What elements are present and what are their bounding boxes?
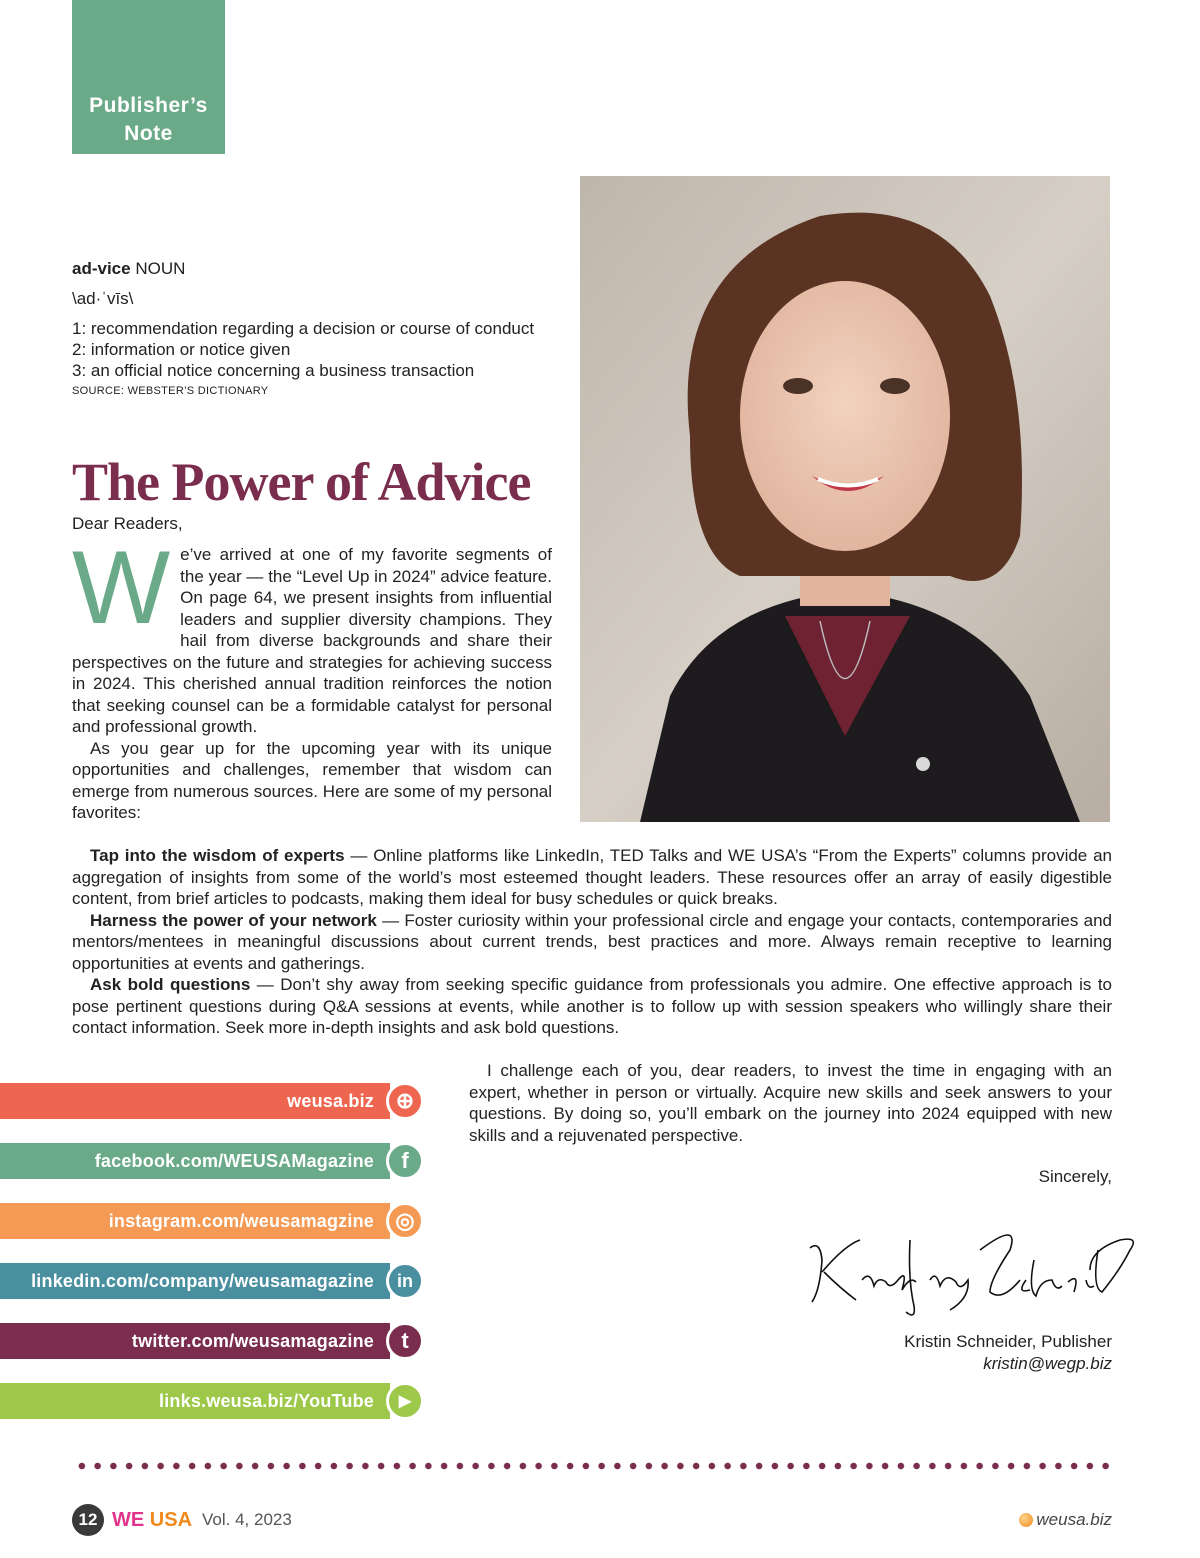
linkedin-icon[interactable]: in	[386, 1262, 424, 1300]
signer-email[interactable]: kristin@wegp.biz	[983, 1354, 1112, 1373]
page-number: 12	[72, 1504, 104, 1536]
article-intro	[72, 530, 552, 824]
paragraph-1	[72, 530, 552, 738]
social-link-label: instagram.com/weusamagzine	[108, 1210, 374, 1231]
definition-sense: 3: an official notice concerning a business transaction	[72, 361, 475, 380]
section-tag-line2: Note	[124, 122, 173, 145]
social-link-twitter[interactable]	[0, 1323, 390, 1359]
paragraph-1-text: e’ve arrived at one of my favorite segments of the year — the “Level Up in 2024” advice feature. On page 64, we present insights from influential leaders and supplier diversity champions. They hail from diverse backgrounds and share their perspectives on the future and strategies for achieving success in 2024. This cherished annual tradition reinforces the notion that seeking counsel can be a formidable catalyst for personal and professional growth.	[72, 545, 552, 736]
paragraph-2: As you gear up for the upcoming year with its unique opportunities and challenges, remember that wisdom can emerge from numerous sources. Here are some of my personal favorites:	[72, 738, 552, 822]
dictionary-definition	[72, 258, 572, 399]
definition-pronunciation: \ad·ˈvīs\	[72, 289, 134, 308]
tip-text: — Don’t shy away from seeking specific guidance from professionals you admire. One effective approach is to pose pertinent questions during Q&A sessions at events, while another is to follow up with session speakers who willingly share their contact information. Seek more in-depth insights and ask bold questions.	[72, 975, 1112, 1037]
tip-text: — Online platforms like LinkedIn, TED Talks and WE USA’s “From the Experts” columns provide an aggregation of insights from some of the world’s most esteemed thought leaders. These resources offer an array of easily digestible content, from brief articles to podcasts, making them ideal for busy schedules or quick breaks.	[72, 846, 1112, 908]
definition-headword	[72, 258, 572, 279]
social-link-facebook[interactable]	[0, 1143, 390, 1179]
tip-questions	[72, 974, 1112, 1039]
brand-logo	[112, 1509, 192, 1532]
brand-we: WE	[112, 1508, 145, 1531]
section-tag	[72, 0, 225, 154]
youtube-icon[interactable]: ▶	[386, 1382, 424, 1420]
tip-text: — Foster curiosity within your professional circle and engage your contacts, contemporaries and mentors/mentees in meaningful discussions about current trends, best practices and more. Always remain receptive to learning opportunities at events and gatherings.	[72, 910, 1112, 973]
tip-heading: Tap into the wisdom of experts	[90, 846, 345, 865]
globe-icon[interactable]: ⊕	[386, 1082, 424, 1120]
social-link-label: weusa.biz	[287, 1090, 374, 1111]
advice-tips	[72, 845, 1112, 1039]
salutation: Dear Readers,	[72, 514, 183, 533]
dotted-divider	[74, 1462, 1114, 1470]
definition-pos: NOUN	[135, 259, 186, 278]
social-link-linkedin[interactable]	[0, 1263, 390, 1299]
definition-word: ad-vice	[72, 259, 131, 278]
publisher-photo	[580, 176, 1110, 822]
tip-heading: Harness the power of your network	[90, 910, 377, 930]
signer-block	[904, 1331, 1112, 1375]
footer-site-label: weusa.biz	[1036, 1510, 1112, 1529]
social-link-youtube[interactable]	[0, 1383, 390, 1419]
section-tag-line1: Publisher’s	[89, 94, 208, 117]
issue-volume: Vol. 4, 2023	[202, 1510, 292, 1529]
article-title: The Power of Advice	[72, 452, 531, 512]
tip-network	[72, 910, 1112, 975]
footer-folio	[72, 1504, 292, 1536]
brand-usa: USA	[149, 1508, 193, 1531]
twitter-icon[interactable]: t	[386, 1322, 424, 1360]
portrait-illustration	[580, 176, 1110, 822]
footer-site[interactable]	[1019, 1510, 1112, 1530]
definition-source: SOURCE: WEBSTER’S DICTIONARY	[72, 385, 269, 397]
social-link-instagram[interactable]	[0, 1203, 390, 1239]
drop-cap: W	[72, 530, 171, 646]
social-link-label: links.weusa.biz/YouTube	[159, 1390, 374, 1411]
definition-sense: 1: recommendation regarding a decision or course of conduct	[72, 319, 535, 338]
globe-icon	[1019, 1513, 1033, 1527]
instagram-icon[interactable]: ◎	[386, 1202, 424, 1240]
signer-name: Kristin Schneider, Publisher	[904, 1332, 1112, 1351]
social-link-website[interactable]	[0, 1083, 390, 1119]
sign-off: Sincerely,	[1038, 1167, 1112, 1186]
tip-heading: Ask bold questions	[90, 975, 251, 994]
closing-paragraph: I challenge each of you, dear readers, to invest the time in engaging with an expert, whether in person or virtually. Acquire new skills and seek answers to your questions. By doing so, you’ll embark on the journey into 2024 equipped with new skills and a rejuvenated perspective.	[469, 1061, 1112, 1145]
handwritten-signature	[790, 1210, 1150, 1320]
social-link-label: facebook.com/WEUSAMagazine	[94, 1150, 374, 1171]
social-link-label: linkedin.com/company/weusamagazine	[31, 1270, 374, 1291]
definition-sense: 2: information or notice given	[72, 340, 291, 359]
tip-experts	[72, 845, 1112, 910]
facebook-icon[interactable]: f	[386, 1142, 424, 1180]
social-link-label: twitter.com/weusamagazine	[131, 1330, 374, 1351]
